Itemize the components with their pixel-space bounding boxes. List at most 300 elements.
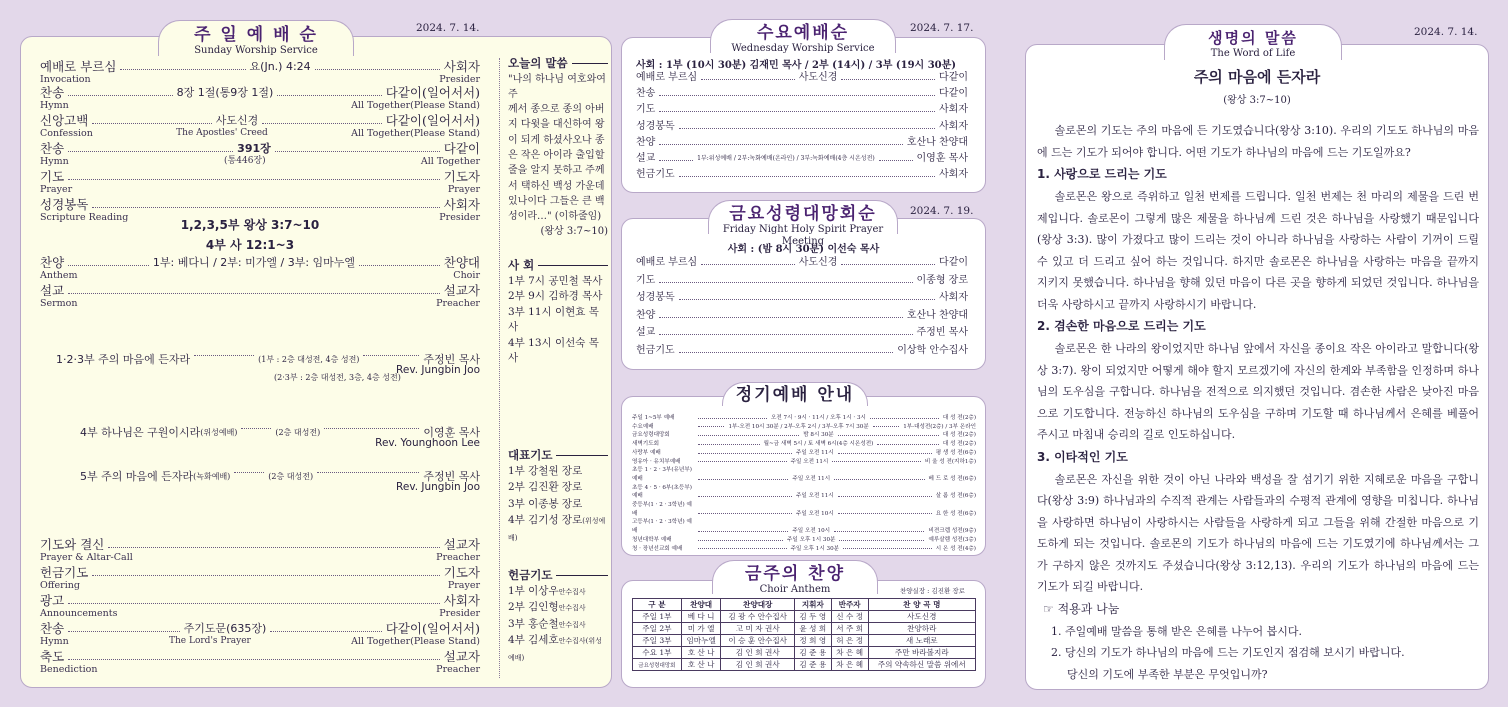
word-section-heading: 3. 이타적인 기도 bbox=[1037, 449, 1128, 464]
row-person-en: Presider bbox=[439, 608, 480, 619]
row-item-en: Confession bbox=[40, 128, 93, 139]
wednesday-person: 사회자 bbox=[939, 104, 968, 116]
sunday-subtitle: Sunday Worship Service bbox=[194, 45, 318, 56]
offering_prayer-line bbox=[508, 600, 608, 617]
choir-row bbox=[633, 611, 976, 623]
choir-cell: 주만 바라볼지라 bbox=[868, 647, 975, 659]
rep_prayer-line bbox=[508, 497, 608, 514]
row-item-en: Prayer & Altar-Call bbox=[40, 552, 133, 563]
word-date: 2024. 7. 14. bbox=[1414, 26, 1478, 38]
choir-cell: 찬양하라 bbox=[868, 623, 975, 635]
offering_prayer-role: 안수집사 bbox=[558, 604, 586, 612]
schedule-name: 새벽기도회 bbox=[632, 441, 660, 448]
dots bbox=[698, 479, 788, 480]
schedule-row bbox=[632, 518, 976, 535]
offering_prayer-role: 안수집사 bbox=[558, 587, 586, 596]
choir-cell: 금요성령대망회 bbox=[633, 659, 682, 671]
row-item: 찬양 bbox=[40, 255, 65, 270]
row-line bbox=[40, 284, 480, 298]
schedule-time: 주일 오전 11시 bbox=[796, 449, 834, 456]
choir-tab bbox=[712, 560, 878, 594]
worship-row bbox=[40, 538, 480, 563]
row-line bbox=[40, 256, 480, 270]
row-item: 예배로 부르심 bbox=[40, 59, 117, 74]
dots bbox=[659, 160, 693, 161]
dots bbox=[698, 548, 787, 549]
today-word-line: 지 다윗을 대신하여 왕 bbox=[508, 119, 605, 131]
presider-line: 1부 7시 공민철 목사 bbox=[508, 274, 603, 287]
row-line-en bbox=[40, 156, 480, 167]
row-line-en bbox=[40, 128, 480, 139]
dots bbox=[698, 540, 783, 541]
row-line-en bbox=[40, 298, 480, 309]
friday-item: 찬양 bbox=[636, 309, 656, 321]
row-item: 축도 bbox=[40, 649, 65, 664]
friday-row bbox=[636, 327, 968, 339]
worship-row bbox=[40, 256, 480, 281]
offering_prayer-line bbox=[508, 617, 608, 634]
word-subtitle: The Word of Life bbox=[1210, 48, 1296, 59]
today-word-line: (왕상 3:7~10) bbox=[540, 226, 608, 238]
schedule-row bbox=[632, 466, 976, 483]
dots bbox=[698, 426, 724, 427]
row-detail: 사도신경 bbox=[215, 114, 259, 127]
row-detail: 요(Jn.) 4:24 bbox=[249, 60, 311, 73]
row-item: 헌금기도 bbox=[40, 565, 89, 580]
row-line bbox=[40, 198, 480, 212]
dots bbox=[843, 548, 932, 549]
wednesday-row bbox=[636, 121, 968, 133]
wednesday-person: 다같이 bbox=[939, 72, 969, 83]
column-separator bbox=[499, 58, 500, 678]
row-person-en: Preacher bbox=[436, 664, 480, 675]
schedule-place: 1부-대성전(2층) / 3부 온라인 bbox=[903, 423, 977, 430]
apply-item: 2. 당신의 기도가 하나님의 마음에 드는 기도인지 점검해 보시기 바랍니다. bbox=[1051, 646, 1405, 659]
schedule-name: 사랑부 예배 bbox=[632, 449, 661, 456]
wednesday-item: 기도 bbox=[636, 104, 656, 116]
row-person-en: Presider bbox=[439, 74, 480, 85]
schedule-time: 1부-오전 10시 30분 / 2부-오후 2시 / 3부-오후 7시 30분 bbox=[728, 423, 869, 430]
choir-cell: 주일 1부 bbox=[633, 611, 682, 623]
scripture-2: 4부 사 12:1~3 bbox=[205, 238, 295, 252]
row-line-en bbox=[40, 580, 480, 591]
schedule-name: 금요성령대망회 bbox=[632, 432, 670, 439]
today-word-line: 성이라…" (이하줄임) bbox=[508, 211, 602, 223]
row-detail-en: The Lord's Prayer bbox=[169, 636, 251, 646]
today-word-line: 은 작은 아이라 출입할 bbox=[508, 149, 605, 161]
sermon-pastor-en: Rev. Jungbin Joo bbox=[396, 481, 480, 493]
friday-item: 성경봉독 bbox=[636, 292, 675, 303]
dots bbox=[275, 151, 440, 152]
schedule-time: 밤 8시 30분 bbox=[803, 432, 834, 439]
dots bbox=[92, 575, 439, 576]
row-line-en bbox=[40, 270, 480, 281]
row-line bbox=[40, 538, 480, 552]
row-line-en bbox=[40, 608, 480, 619]
sermon-pastor-en: Rev. Jungbin Joo bbox=[396, 364, 480, 376]
dots bbox=[839, 540, 924, 541]
schedule-time: 주일 오전 11시 bbox=[796, 493, 834, 500]
worship-row bbox=[40, 284, 480, 309]
dots bbox=[68, 603, 440, 604]
rep_prayer-name: 2부 김진환 장로 bbox=[508, 481, 583, 493]
apply-item: 1. 주일예배 말씀을 통해 받은 은혜를 나누어 봅시다. bbox=[1051, 624, 1302, 638]
row-line bbox=[40, 650, 480, 664]
choir-cell: 이 승 훈 안수집사 bbox=[721, 635, 795, 647]
friday-person: 이종형 장로 bbox=[916, 274, 968, 286]
friday-title: 금요성령대망회순 bbox=[729, 204, 877, 224]
schedule-name: 중등부(1 · 2 · 3학년) 예배 bbox=[632, 502, 692, 517]
wednesday-item: 찬송 bbox=[636, 88, 656, 100]
friday-item: 기도 bbox=[636, 274, 656, 286]
schedule-time: 오전 7시 · 9시 · 11시 / 오후 1시 · 3시 bbox=[770, 415, 866, 421]
sermon-location: (1부 : 2층 대성전, 4층 성전) bbox=[258, 354, 360, 364]
dots bbox=[698, 513, 792, 514]
today-word bbox=[508, 56, 608, 240]
word-reference: (왕상 3:7~10) bbox=[1223, 95, 1291, 106]
dots bbox=[92, 123, 211, 124]
row-line-en bbox=[40, 74, 480, 85]
wednesday-person: 호산나 찬양대 bbox=[906, 136, 968, 148]
today-word-title: 오늘의 말씀 bbox=[508, 56, 568, 70]
friday-presider: 사회 : (밤 8시 30분) 이선숙 목사 bbox=[727, 244, 880, 255]
choir-cell: 베 다 니 bbox=[681, 611, 721, 623]
schedule-row bbox=[632, 545, 976, 554]
sermon-3 bbox=[80, 468, 480, 493]
choir-cell: 김 준 용 bbox=[794, 647, 831, 659]
offering_prayer-line bbox=[508, 584, 608, 601]
rep_prayer-name: 4부 김기성 장로 bbox=[508, 514, 583, 526]
worship-row bbox=[40, 650, 480, 675]
sunday-date: 2024. 7. 14. bbox=[416, 22, 480, 34]
choir-row bbox=[633, 647, 976, 659]
row-line bbox=[40, 60, 480, 74]
rep_prayer-role: (위성예배) bbox=[508, 517, 606, 542]
choir-cell: 정 희 영 bbox=[794, 635, 831, 647]
schedule-time: 월~금 새벽 5시 / 토 새벽 6시(4층 시온성전) bbox=[763, 441, 874, 448]
choir-cell: 김 인 희 권사 bbox=[721, 659, 795, 671]
choir-header-cell: 찬 양 곡 명 bbox=[868, 599, 975, 611]
friday-person: 주정빈 목사 bbox=[916, 327, 968, 338]
friday-tab bbox=[708, 200, 898, 247]
sermon-part: 1·2·3부 bbox=[56, 353, 95, 366]
offering_prayer-role: 안수집사 bbox=[558, 620, 586, 629]
row-person-en: Preacher bbox=[436, 552, 480, 563]
schedule-place: 시 온 성 전(4층) bbox=[935, 545, 976, 552]
wednesday-detail: 사도신경 bbox=[798, 72, 838, 83]
worship-row bbox=[40, 566, 480, 591]
choir-header-cell: 지휘자 bbox=[794, 599, 831, 611]
schedule-row bbox=[632, 458, 976, 467]
row-item-en: Hymn bbox=[40, 636, 69, 647]
schedule-name: 주일 1~5부 예배 bbox=[632, 415, 675, 421]
wednesday-date: 2024. 7. 17. bbox=[910, 22, 974, 34]
sermon-pastor: 이영훈 목사 bbox=[423, 426, 480, 439]
row-detail-en: (통446장) bbox=[224, 156, 266, 166]
dots bbox=[679, 299, 935, 300]
choir-cell: 허 은 정 bbox=[831, 635, 868, 647]
schedule-row bbox=[632, 449, 976, 458]
word-section-text: 솔로몬은 자신을 위한 것이 아닌 나라와 백성을 잘 섬기기 위한 지혜로운 마음을 구합니다(왕상 3:9) 하나님과의 수직적 관계는 사람들과의 수평적 관계에 영향을 미칩니다. 하나님을 사랑하면 하나님이 사랑하시는 사람들을 사랑하게 되고 그들을 위해 간절한 마음으로 기도하게 되는 것입니다. 솔로몬의 기도가 하나님의 마음에 드는 기도였기에 하나님께서는 그가 구하지 않은 것까지도 주셨습니다(왕상 3:12,13). 우리의 기도가 하나님의 마음에 드는 기도가 되길 바랍니다. bbox=[1037, 472, 1479, 593]
worship-row bbox=[40, 594, 480, 619]
dots bbox=[832, 461, 921, 462]
scripture-1: 1,2,3,5부 왕상 3:7~10 bbox=[180, 218, 320, 232]
schedule-place: 대 성 전(2층) bbox=[942, 441, 977, 448]
worship-row bbox=[40, 114, 480, 139]
friday-person: 호산나 찬양대 bbox=[906, 309, 968, 321]
regular-tab bbox=[722, 382, 868, 406]
friday-date: 2024. 7. 19. bbox=[910, 205, 974, 217]
wednesday-item: 설교 bbox=[636, 153, 656, 164]
wednesday-row bbox=[636, 104, 968, 116]
row-detail-en: The Apostles' Creed bbox=[176, 128, 268, 138]
dots bbox=[659, 144, 903, 145]
wednesday-row bbox=[636, 72, 968, 84]
row-person-en: All Together(Please Stand) bbox=[351, 128, 480, 139]
row-person-en: All Together(Please Stand) bbox=[351, 100, 480, 111]
dots bbox=[68, 179, 440, 180]
row-person-en: Preacher bbox=[436, 298, 480, 309]
choir-cell: 차 은 혜 bbox=[831, 647, 868, 659]
rep_prayer-line bbox=[508, 513, 608, 546]
dots bbox=[68, 659, 440, 660]
choir-cell: 주일 3부 bbox=[633, 635, 682, 647]
wednesday-item: 찬양 bbox=[636, 136, 656, 148]
dots bbox=[659, 95, 935, 96]
offering_prayer-role: 안수집사(위성예배) bbox=[508, 637, 602, 662]
sermon-part: 4부 bbox=[80, 426, 98, 439]
row-detail: 391장 bbox=[237, 142, 271, 155]
worship-row bbox=[40, 86, 480, 111]
row-line bbox=[40, 566, 480, 580]
schedule-place: 대 성 전(2층) bbox=[942, 432, 976, 439]
schedule-name: 초등 4 · 5 · 6부(초등부) 예배 bbox=[632, 484, 692, 500]
dots bbox=[698, 453, 792, 454]
row-line-en bbox=[40, 664, 480, 675]
friday-person: 이상학 안수집사 bbox=[897, 344, 968, 356]
wednesday-person: 다같이 bbox=[939, 88, 968, 100]
choir-header-cell: 찬양대장 bbox=[721, 599, 795, 611]
wednesday-person: 이영훈 목사 bbox=[916, 153, 968, 164]
row-line bbox=[40, 622, 480, 636]
choir-table bbox=[632, 598, 976, 671]
row-line-en bbox=[40, 100, 480, 111]
row-person: 설교자 bbox=[443, 649, 480, 664]
schedule-time: 주일 오전 10시 bbox=[792, 528, 831, 535]
friday-person: 다같이 bbox=[939, 257, 969, 268]
choir-cell: 수요 1부 bbox=[633, 647, 682, 659]
dots bbox=[108, 547, 439, 548]
worship-row bbox=[40, 622, 480, 647]
offering_prayer-line bbox=[508, 633, 608, 666]
rep_prayer-name: 1부 강철원 장로 bbox=[508, 464, 583, 477]
dots bbox=[68, 95, 172, 96]
dots bbox=[659, 282, 912, 283]
offering-prayer-title: 헌금기도 bbox=[508, 568, 553, 582]
row-person-en: All Together(Please Stand) bbox=[351, 636, 480, 647]
row-item-en: Scripture Reading bbox=[40, 212, 129, 223]
schedule-place: 요 한 성 전(6층) bbox=[935, 510, 977, 517]
schedule-time: 주일 오전 11시 bbox=[792, 475, 831, 482]
today-word-line: 있나이다 그들은 큰 백 bbox=[508, 195, 605, 207]
row-person-en: Choir bbox=[453, 270, 480, 281]
row-person: 다같이(일어서서) bbox=[385, 113, 481, 128]
friday-row bbox=[636, 310, 968, 322]
row-person: 다같이(일어서서) bbox=[385, 85, 481, 100]
row-person: 다같이 bbox=[443, 141, 481, 156]
schedule-name: 청 · 장년선교회 예배 bbox=[632, 545, 683, 552]
rep_prayer-line bbox=[508, 480, 608, 497]
friday-row bbox=[636, 345, 968, 357]
dots bbox=[698, 496, 792, 497]
row-person: 기도자 bbox=[443, 565, 480, 580]
sermon-title: 주의 마음에 든자라 bbox=[98, 353, 191, 366]
schedule-row bbox=[632, 536, 976, 545]
rep-prayer-title: 대표기도 bbox=[508, 448, 553, 462]
sermon-location: (2층 대성전) bbox=[268, 471, 314, 481]
row-item-en: Anthem bbox=[40, 270, 78, 281]
dots bbox=[659, 334, 912, 335]
offering-prayer bbox=[508, 568, 608, 666]
row-person: 찬양대 bbox=[443, 255, 480, 270]
wednesday-title: 수요예배순 bbox=[756, 23, 850, 43]
dots bbox=[834, 531, 924, 532]
dots bbox=[701, 264, 795, 265]
row-person: 사회자 bbox=[443, 59, 481, 74]
choir-cell: 차 은 혜 bbox=[831, 659, 868, 671]
dots bbox=[68, 151, 233, 152]
dots bbox=[834, 479, 924, 480]
row-person-en: Prayer bbox=[447, 184, 480, 195]
word-section-text: 솔로몬은 한 나라의 왕이었지만 하나님 앞에서 자신을 종이요 작은 아이라고 말합니다(왕상 3:7). 왕이 되었지만 어떻게 해야 할지 모르겠기에 자신의 한계와 부족함을 인정하며 하나님의 도우심을 구합니다. 하나님을 전적으로 의지했던 것입니다. 겸손한 사람은 낮아진 마음으로 기도합니다. 전능하신 하나님의 도우심을 구하며 기도할 때 하나님께서 은혜를 베풀어주시고 마침내 승리의 길로 인도하십니다. bbox=[1037, 342, 1479, 441]
sermon-part: 5부 bbox=[80, 470, 98, 483]
row-line-en bbox=[40, 184, 480, 195]
dots bbox=[873, 426, 899, 427]
row-detail: 1부: 베다니 / 2부: 미가엘 / 3부: 임마누엘 bbox=[152, 256, 356, 269]
friday-row bbox=[636, 257, 968, 269]
choir-cell: 김 준 용 bbox=[794, 659, 831, 671]
row-item-en: Hymn bbox=[40, 156, 69, 167]
sermon-title: 하나님은 구원이시라 bbox=[101, 426, 201, 439]
offering_prayer-name: 1부 이상우 bbox=[508, 584, 559, 597]
presider-line: 3부 11시 이현효 목사 bbox=[508, 305, 599, 333]
choir-cell: 김 인 희 권사 bbox=[721, 647, 795, 659]
row-person-en: All Together bbox=[420, 156, 480, 167]
schedule-name: 영유아 · 유치부예배 bbox=[632, 458, 681, 465]
row-item: 신앙고백 bbox=[40, 113, 89, 128]
dots bbox=[877, 444, 939, 445]
today-word-line: "나의 하나님 여호와여 주 bbox=[508, 73, 606, 100]
dots bbox=[277, 95, 381, 96]
sunday-title: 주 일 예 배 순 bbox=[194, 25, 318, 45]
presiders-title: 사 회 bbox=[508, 258, 535, 272]
choir-header-cell: 구 분 bbox=[633, 599, 682, 611]
word-tab bbox=[1164, 24, 1342, 60]
dots bbox=[698, 461, 787, 462]
today-word-line: 께서 종으로 종의 아버 bbox=[508, 104, 605, 116]
schedule-place: 비젼크렙 성전(9층) bbox=[928, 528, 977, 535]
row-item: 기도 bbox=[40, 169, 65, 184]
row-line bbox=[40, 114, 480, 128]
row-person: 사회자 bbox=[443, 593, 480, 608]
dots bbox=[68, 265, 149, 266]
dots bbox=[838, 435, 939, 436]
schedule-place: 베 드 로 성 전(6층) bbox=[928, 475, 977, 482]
dots bbox=[679, 352, 894, 353]
dots bbox=[838, 453, 932, 454]
sermon-pastor: 주정빈 목사 bbox=[423, 470, 480, 483]
rep_prayer-line bbox=[508, 464, 608, 481]
word-section-heading: 1. 사랑으로 드리는 기도 bbox=[1037, 167, 1167, 181]
schedule-place: 살 롬 성 전(6층) bbox=[935, 493, 977, 500]
row-line-en bbox=[40, 636, 480, 647]
friday-subtitle: Friday Night Holy Spirit Prayer Meeting bbox=[722, 224, 884, 247]
choir-cell: 고 미 자 권사 bbox=[721, 623, 795, 635]
sermon-1 bbox=[56, 351, 480, 376]
row-item-en: Offering bbox=[40, 580, 80, 591]
dots bbox=[68, 293, 440, 294]
wednesday-person: 사회자 bbox=[939, 169, 968, 181]
friday-item: 설교 bbox=[636, 327, 656, 338]
choir-cell: 호 산 나 bbox=[681, 647, 721, 659]
choir-row bbox=[633, 635, 976, 647]
dots bbox=[841, 79, 935, 80]
dots bbox=[270, 631, 381, 632]
dots bbox=[315, 69, 440, 70]
wednesday-presider: 사회 : 1부 (10시 30분) 김재민 목사 / 2부 (14시) / 3부 (19시 30분) bbox=[636, 60, 956, 71]
choir-row bbox=[633, 659, 976, 671]
schedule-name: 수요예배 bbox=[632, 423, 654, 430]
wednesday-tab bbox=[710, 19, 896, 53]
dots bbox=[68, 631, 179, 632]
row-detail: 8장 1절(통9장 1절) bbox=[176, 86, 274, 99]
row-item: 찬송 bbox=[40, 621, 65, 636]
wednesday-item: 성경봉독 bbox=[636, 120, 675, 132]
schedule-row bbox=[632, 431, 976, 440]
schedule-time: 주일 오후 1시 30분 bbox=[790, 545, 840, 552]
choir-cell: 주의 약속하신 말씀 위에서 bbox=[868, 659, 975, 671]
friday-row bbox=[636, 292, 968, 304]
sermon-title: 주의 마음에 든자라 bbox=[101, 470, 194, 483]
row-item: 성경봉독 bbox=[40, 197, 89, 212]
dots bbox=[879, 160, 913, 161]
choir-cell: 임마누엘 bbox=[681, 635, 721, 647]
word-section-heading: 2. 겸손한 마음으로 드리는 기도 bbox=[1037, 319, 1206, 333]
row-item: 찬송 bbox=[40, 141, 65, 156]
schedule-row bbox=[632, 440, 976, 449]
schedule-place: 비 울 성 전(지하1층) bbox=[924, 458, 977, 465]
schedule-row bbox=[632, 501, 976, 518]
offering_prayer-name: 2부 김인형 bbox=[508, 601, 559, 613]
wednesday-item: 예배로 부르심 bbox=[636, 72, 698, 83]
worship-row bbox=[40, 60, 480, 85]
dots bbox=[698, 418, 767, 419]
sunday-tab bbox=[158, 20, 354, 56]
row-person: 설교자 bbox=[443, 283, 480, 298]
row-line bbox=[40, 594, 480, 608]
choir-row bbox=[633, 623, 976, 635]
schedule-name: 초등 1 · 2 · 3부(유년부) 예배 bbox=[632, 467, 692, 482]
choir-title: 금주의 찬양 bbox=[744, 564, 846, 584]
sermon-2 bbox=[80, 424, 480, 449]
row-item-en: Sermon bbox=[40, 298, 78, 309]
choir-cell: 김 광 수 안수집사 bbox=[721, 611, 795, 623]
word-intro: 솔로몬의 기도는 주의 마음에 든 기도였습니다(왕상 3:10). 우리의 기도도 하나님의 마음에 드는 기도가 되어야 합니다. 어떤 기도가 하나님의 마음에 드는 기도일까요? bbox=[1037, 124, 1479, 159]
friday-item: 헌금기도 bbox=[636, 344, 675, 356]
worship-row bbox=[40, 142, 480, 167]
today-word-line: 이 되게 하셨사오나 종 bbox=[508, 134, 605, 146]
schedule-time: 주일 오전 11시 bbox=[790, 458, 829, 465]
